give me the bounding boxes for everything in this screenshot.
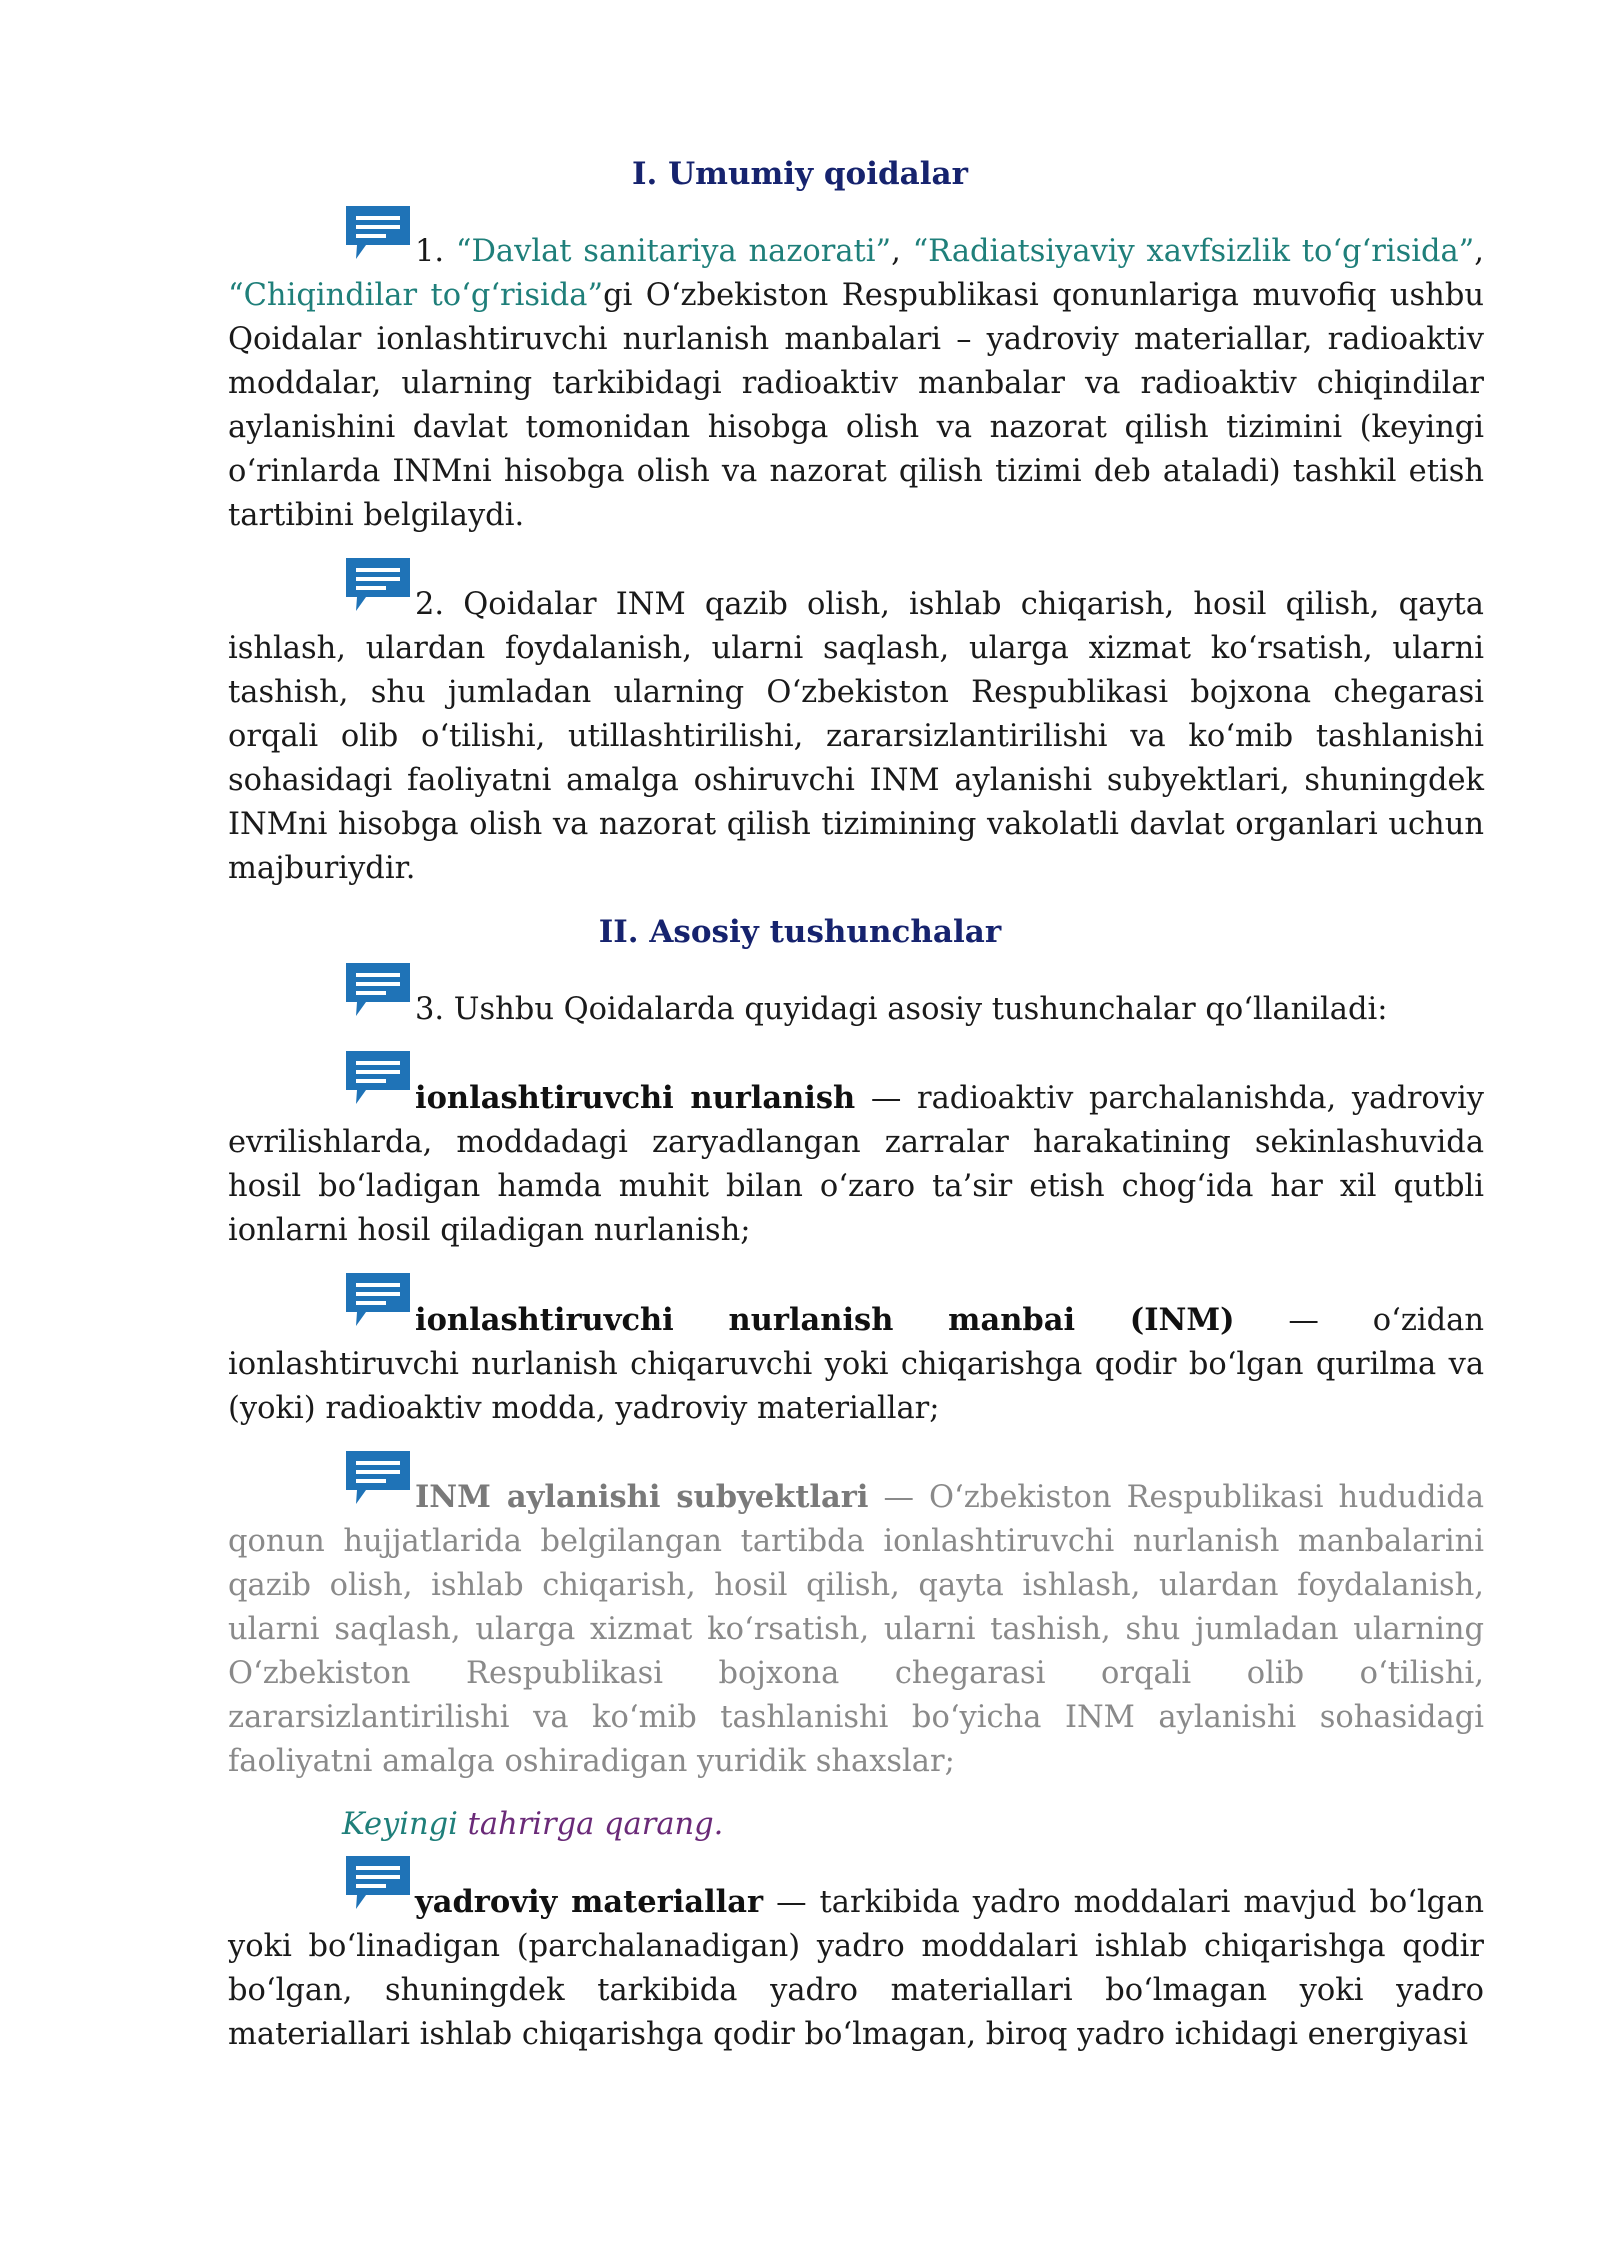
paragraph-1 xyxy=(228,230,1484,538)
definition-1 xyxy=(228,1076,1484,1253)
paragraph-text: gi O‘zbekiston Respublikasi qonunlariga muvofiq ushbu Qoidalar ionlashtiruvchi nurlanish manbalari – yadroviy materiallar, radioaktiv moddalar, ularning tarkibidagi radioaktiv manbalar va radioaktiv chiqindilar aylanishini davlat tomonidan hisobga olish va nazorat qilish tizimini (keyingi o‘rinlarda INMni hisobga olish va nazorat qilish tizimi deb ataladi) tashkil etish tartibini belgilaydi. xyxy=(228,278,1484,533)
definition-term: ionlashtiruvchi nurlanish xyxy=(415,1080,856,1116)
definition-3-outdated xyxy=(228,1475,1484,1784)
definition-term: ionlashtiruvchi nurlanish manbai (INM) xyxy=(415,1302,1235,1338)
definition-text: — o‘zidan ionlashtiruvchi nurlanish chiqaruvchi yoki chiqarishga qodir bo‘lgan qurilma va (yoki) radioaktiv modda, yadroviy materiallar; xyxy=(228,1303,1484,1426)
separator: , xyxy=(1474,234,1484,269)
note-part-1[interactable]: Keyingi xyxy=(342,1807,468,1842)
definition-2 xyxy=(228,1298,1484,1431)
definition-term: INM aylanishi subyektlari xyxy=(415,1479,869,1515)
paragraph-2: 2. Qoidalar INM qazib olish, ishlab chiqarish, hosil qilish, qayta ishlash, ulardan foydalanish, ularni saqlash, ularga xizmat ko‘rsatish, ularni tashish, shu jumladan ularning O‘zbekiston Respublikasi bojxona chegarasi orqali olib o‘tilishi, utillashtirilishi, zararsizlantirilishi va ko‘mib tashlanishi sohasidagi faoliyatni amalga oshiruvchi INM aylanishi subyektlari, shuningdek INMni hisobga olish va nazorat qilish tizimining vakolatli davlat organlari uchun majburiydir. xyxy=(228,587,1484,886)
law-link-radiation[interactable]: “Radiatsiyaviy xavfsizlik to‘g‘risida” xyxy=(912,234,1475,269)
definition-text: — radioaktiv parchalanishda, yadroviy evrilishlarda, moddadagi zaryadlangan zarralar harakatining sekinlashuvida hosil bo‘ladigan hamda muhit bilan o‘zaro ta’sir etish chog‘ida har xil qutbli ionlarni hosil qiladigan nurlanish; xyxy=(228,1081,1484,1248)
definition-text: — O‘zbekiston Respublikasi hududida qonun hujjatlarida belgilangan tartibda ionlashtiruvchi nurlanish manbalarini qazib olish, ishlab chiqarish, hosil qilish, qayta ishlash, ulardan foydalanish, ularni saqlash, ularga xizmat ko‘rsatish, ularni tashish, shu jumladan ularning O‘zbekiston Respublikasi bojxona chegarasi orqali olib o‘tilishi, zararsizlantirilishi va ko‘mib tashlanishi bo‘yicha INM aylanishi sohasidagi faoliyatni amalga oshiradigan yuridik shaxslar; xyxy=(228,1480,1485,1779)
law-link-waste[interactable]: “Chiqindilar to‘g‘risida” xyxy=(228,278,604,313)
definition-text: — tarkibida yadro moddalari mavjud bo‘lgan yoki bo‘linadigan (parchalanadigan) yadro moddalari ishlab chiqarishga qodir bo‘lgan, shuningdek tarkibida yadro materiallari bo‘lmagan yoki yadro materiallari ishlab chiqarishga qodir bo‘lmagan, biroq yadro ichidagi energiyasi xyxy=(228,1885,1485,2052)
section-heading-2: II. Asosiy tushunchalar xyxy=(598,914,1002,950)
law-link-sanitary[interactable]: “Davlat sanitariya nazorati” xyxy=(455,234,892,269)
paragraph-3: 3. Ushbu Qoidalarda quyidagi asosiy tushunchalar qo‘llaniladi: xyxy=(415,992,1388,1027)
paragraph-number: 1. xyxy=(415,234,456,269)
section-heading-1: I. Umumiy qoidalar xyxy=(632,156,968,192)
definition-4 xyxy=(228,1880,1484,2057)
note-part-2[interactable]: tahrirga qarang. xyxy=(467,1807,724,1842)
definition-term: yadroviy materiallar xyxy=(415,1884,764,1920)
next-revision-link[interactable] xyxy=(342,1803,723,1847)
separator: , xyxy=(891,234,913,269)
